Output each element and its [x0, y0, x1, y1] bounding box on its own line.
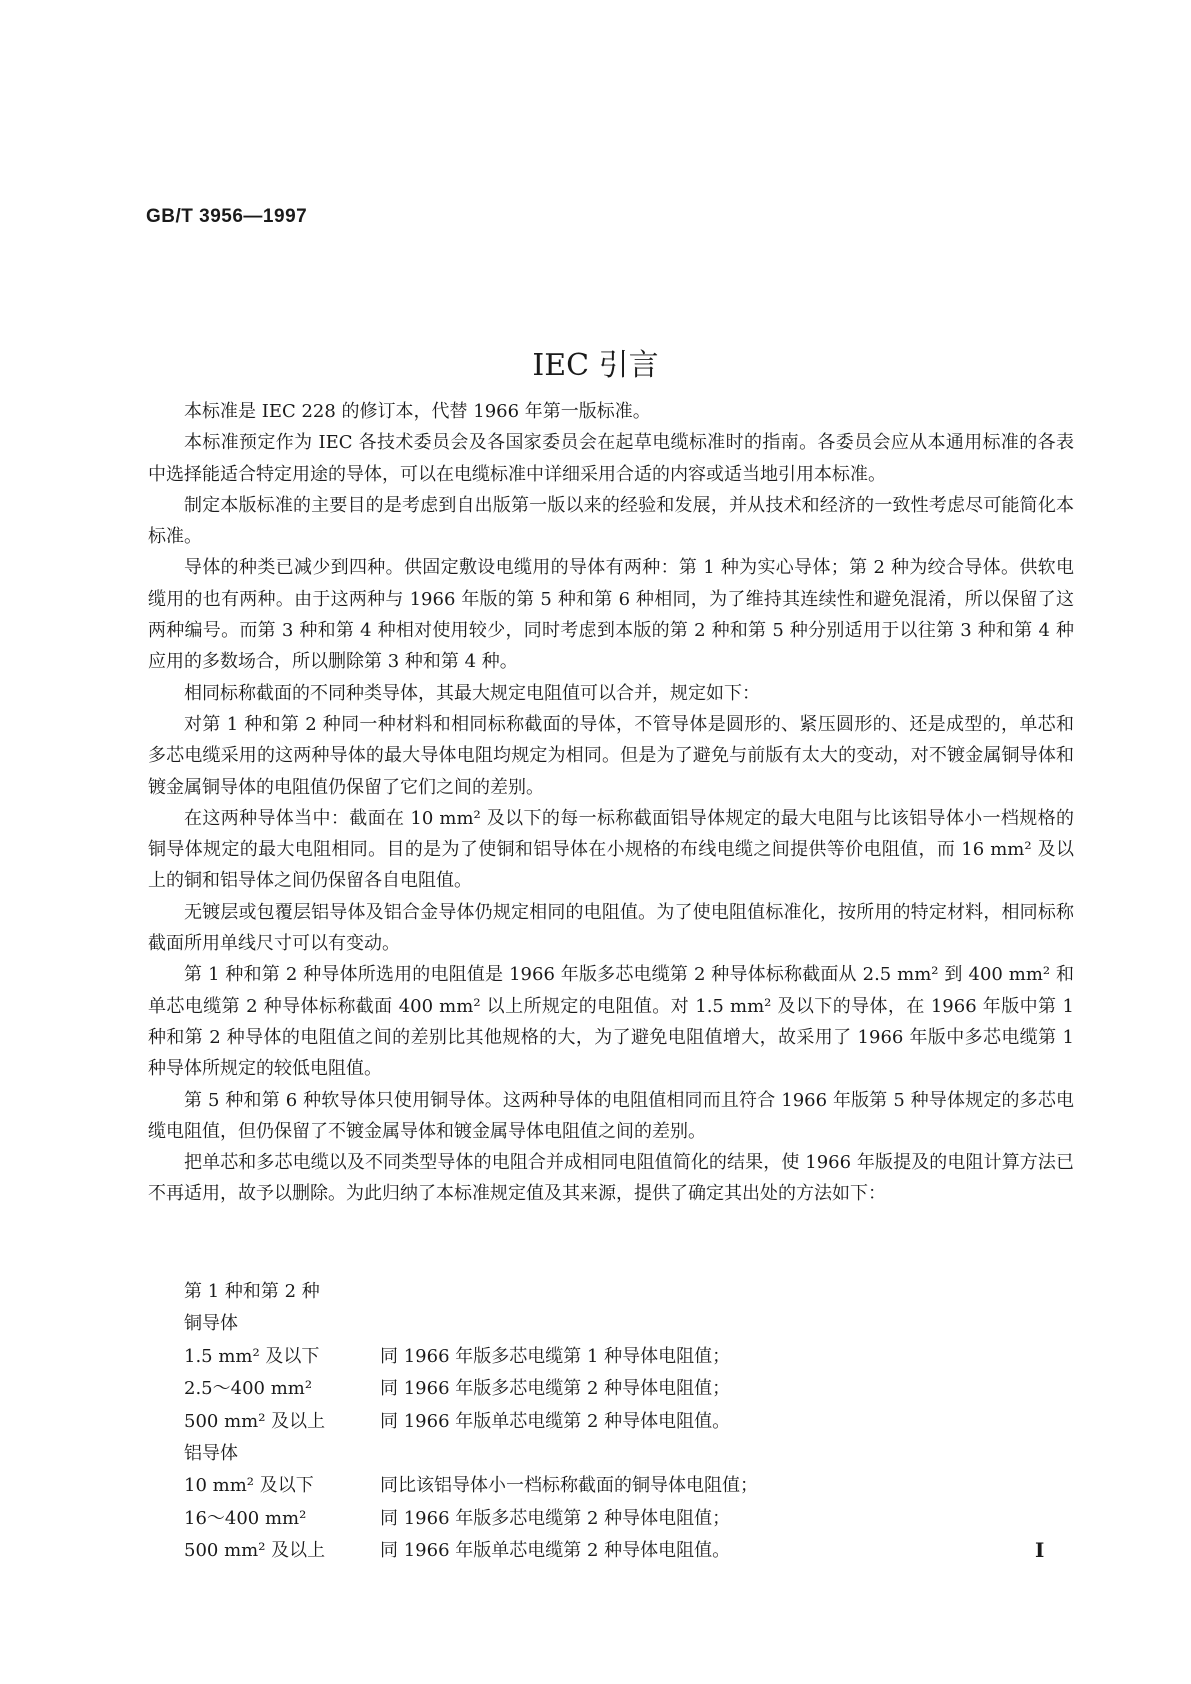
paragraph: 相同标称截面的不同种类导体，其最大规定电阻值可以合并，规定如下： — [184, 682, 760, 704]
list-item — [184, 1373, 758, 1405]
list-item — [184, 1535, 758, 1567]
size-range: 16～400 mm² — [184, 1507, 307, 1529]
resistance-source: 同比该铝导体小一档标称截面的铜导体电阻值； — [380, 1475, 758, 1497]
size-range: 2.5～400 mm² — [184, 1378, 313, 1400]
aluminium-heading: 铝导体 — [184, 1443, 238, 1465]
paragraph: 第 1 种和第 2 种导体所选用的电阻值是 1966 年版多芯电缆第 2 种导体标称截面从 2.5 mm² 到 400 mm² 和单芯电缆第 2 种导体标称截面 400 mm² 以上所规定的电阻值。对 1.5 mm² 及以下的导体，在 1966 年版中第 1 种和第 2 种导体的电阻值之间的差别比其他规格的大，为了避免电阻值增大，故采用了 1966 年版中多芯电缆第 1 种导体所规定的较低电阻值。 — [148, 964, 1074, 1080]
resistance-source: 同 1966 年版多芯电缆第 2 种导体电阻值； — [380, 1378, 731, 1400]
paragraph: 本标准预定作为 IEC 各技术委员会及各国家委员会在起草电缆标准时的指南。各委员会应从本通用标准的各表中选择能适合特定用途的导体，可以在电缆标准中详细采用合适的内容或适当地引用本标准。 — [148, 432, 1074, 485]
paragraph: 本标准是 IEC 228 的修订本，代替 1966 年第一版标准。 — [184, 401, 651, 422]
list-item — [184, 1470, 758, 1502]
size-range: 10 mm² 及以下 — [184, 1475, 314, 1497]
resistance-summary — [184, 1276, 758, 1568]
list-item — [184, 1406, 758, 1438]
page-number: I — [1035, 1538, 1045, 1562]
class-heading: 第 1 种和第 2 种 — [184, 1281, 320, 1302]
paragraph: 无镀层或包覆层铝导体及铝合金导体仍规定相同的电阻值。为了使电阻值标准化，按所用的特定材料，相同标称截面所用单线尺寸可以有变动。 — [148, 901, 1074, 955]
intro-body — [148, 396, 1074, 1210]
paragraph: 第 5 种和第 6 种软导体只使用铜导体。这两种导体的电阻值相同而且符合 1966 年版第 5 种导体规定的多芯电缆电阻值，但仍保留了不镀金属导体和镀金属导体电阻值之间的差别。 — [148, 1089, 1074, 1142]
paragraph: 对第 1 种和第 2 种同一种材料和相同标称截面的导体，不管导体是圆形的、紧压圆形的、还是成型的，单芯和多芯电缆采用的这两种导体的最大导体电阻均规定为相同。但是为了避免与前版有太大的变动，对不镀金属铜导体和镀金属铜导体的电阻值仍保留了它们之间的差别。 — [148, 713, 1074, 798]
resistance-source: 同 1966 年版多芯电缆第 1 种导体电阻值； — [380, 1345, 731, 1367]
resistance-source: 同 1966 年版多芯电缆第 2 种导体电阻值； — [380, 1507, 731, 1529]
list-item — [184, 1503, 758, 1535]
size-range: 500 mm² 及以上 — [184, 1540, 326, 1562]
paragraph: 把单芯和多芯电缆以及不同类型导体的电阻合并成相同电阻值简化的结果，使 1966 年版提及的电阻计算方法已不再适用，故予以删除。为此归纳了本标准规定值及其来源，提供了确定其出处的方法如下： — [148, 1152, 1074, 1205]
resistance-source: 同 1966 年版单芯电缆第 2 种导体电阻值。 — [380, 1410, 731, 1432]
standard-code: GB/T 3956—1997 — [146, 206, 308, 227]
copper-heading: 铜导体 — [184, 1313, 238, 1335]
resistance-source: 同 1966 年版单芯电缆第 2 种导体电阻值。 — [380, 1540, 731, 1562]
list-item — [184, 1341, 758, 1373]
paragraph: 在这两种导体当中：截面在 10 mm² 及以下的每一标称截面铝导体规定的最大电阻与比该铝导体小一档规格的铜导体规定的最大电阻相同。目的是为了使铜和铝导体在小规格的布线电缆之间提供等价电阻值，而 16 mm² 及以上的铜和铝导体之间仍保留各自电阻值。 — [148, 807, 1074, 892]
paragraph: 导体的种类已减少到四种。供固定敷设电缆用的导体有两种：第 1 种为实心导体；第 2 种为绞合导体。供软电缆用的也有两种。由于这两种与 1966 年版的第 5 种和第 6 种相同，为了维持其连续性和避免混淆，所以保留了这两种编号。而第 3 种和第 4 种相对使用较少，同时考虑到本版的第 2 种和第 5 种分别适用于以往第 3 种和第 4 种应用的多数场合，所以删除第 3 种和第 4 种。 — [148, 557, 1074, 673]
size-range: 1.5 mm² 及以下 — [184, 1345, 320, 1367]
paragraph: 制定本版标准的主要目的是考虑到自出版第一版以来的经验和发展，并从技术和经济的一致性考虑尽可能简化本标准。 — [148, 494, 1074, 548]
size-range: 500 mm² 及以上 — [184, 1410, 326, 1432]
page-title: IEC 引言 — [532, 348, 659, 383]
